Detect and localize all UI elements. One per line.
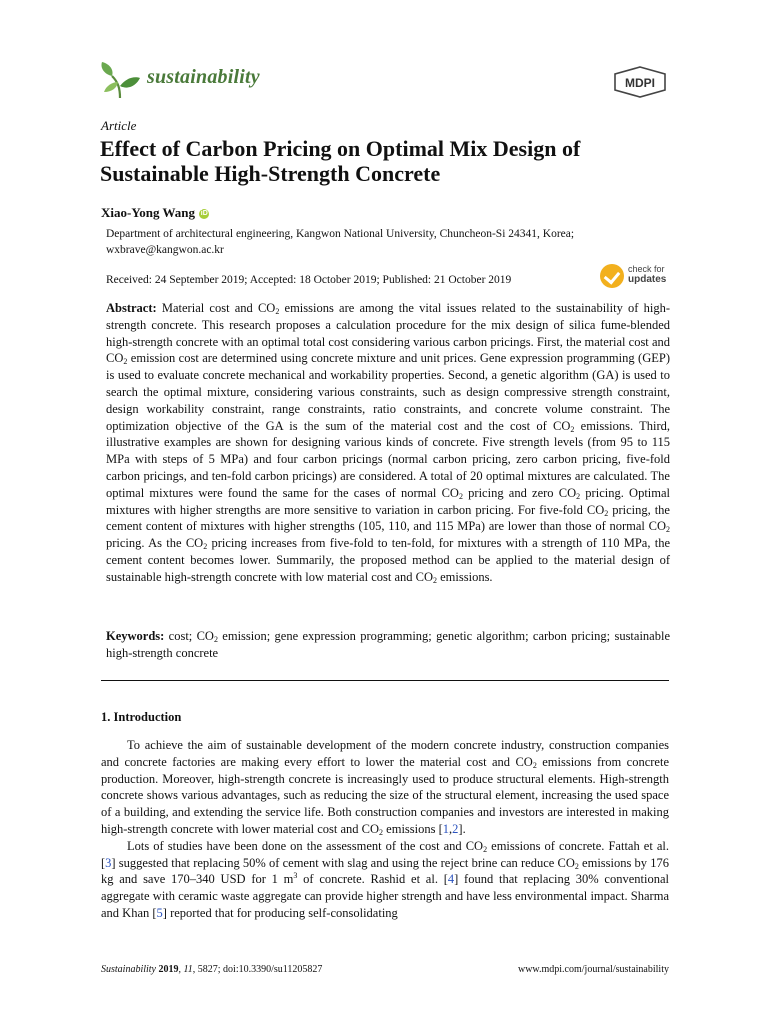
subscript: 2 <box>532 760 537 770</box>
journal-leaf-logo <box>98 60 142 100</box>
author-name[interactable]: Xiao-Yong Wang <box>101 205 196 220</box>
check-for-updates-badge[interactable] <box>600 262 680 290</box>
abstract-text: Material cost and CO <box>156 301 276 315</box>
check-icon <box>600 264 624 288</box>
check-updates-line1: check for <box>628 264 665 274</box>
subscript: 2 <box>576 491 581 501</box>
keywords <box>106 628 670 662</box>
citation-link[interactable]: 1 <box>442 821 450 836</box>
body-text: emissions of concrete. Fattah et al. [ <box>101 838 669 870</box>
keywords-label: Keywords: <box>106 629 165 643</box>
subscript: 2 <box>433 575 437 585</box>
paper-title: Effect of Carbon Pricing on Optimal Mix Design of Sustainable High-Strength Concrete <box>100 136 581 186</box>
abstract-text: emissions. <box>437 569 493 584</box>
check-updates-line2: updates <box>628 274 667 285</box>
mdpi-logo-text: MDPI <box>625 76 655 90</box>
mdpi-logo[interactable] <box>611 65 669 99</box>
affiliation: Department of architectural engineering, Kangwon National University, Chuncheon-Si 24341, Korea; wxbrave@kangwon.ac.kr <box>106 228 575 256</box>
body-text: Lots of studies have been done on the assessment of the cost and CO <box>127 838 484 853</box>
body-text: of concrete. Rashid et al. [ <box>297 872 448 887</box>
subscript: 2 <box>666 525 670 535</box>
subscript: 2 <box>213 635 218 644</box>
body-text: ]. <box>458 821 466 836</box>
body-text: To achieve the aim of sustainable development of the modern concrete industry, construction companies and concrete factories are making every effort to lower the material cost and CO <box>101 738 669 769</box>
body-text: emissions [ <box>383 821 443 836</box>
abstract-text: pricing. Optimal mixtures with higher strengths are more sensitive to variation in carbon pricing. For five-fold CO <box>106 485 671 517</box>
body-text: emissions by 176 kg and save 170–340 USD for 1 m <box>101 855 669 887</box>
footer-journal: Sustainability <box>101 964 156 975</box>
abstract-text: pricing increases from five-fold to ten-fold, for mixtures with a strength of 110 MPa, the cement content becomes lower. Summarily, the proposed method can be applied to the material design of sustainable high-strength concrete with low material cost and CO <box>106 536 670 584</box>
subscript: 2 <box>483 844 488 854</box>
abstract-text: pricing, the cement content of mixtures with higher strengths (105, 110, and 115 MPa) are lower than those of normal CO <box>106 502 670 534</box>
section-divider <box>101 680 669 681</box>
subscript: 2 <box>379 827 384 837</box>
body-text: ] suggested that replacing 50% of cement with slag and using the reject brine can reduce CO <box>111 855 575 870</box>
introduction-body <box>101 737 669 922</box>
citation-link[interactable]: 4 <box>447 872 455 887</box>
citation-link[interactable]: 5 <box>156 905 163 920</box>
citation-link[interactable]: 3 <box>105 855 112 870</box>
section-heading: 1. Introduction <box>101 710 182 724</box>
abstract-label: Abstract: <box>106 301 157 315</box>
subscript: 2 <box>123 357 128 367</box>
orcid-icon[interactable]: iD <box>200 210 208 217</box>
body-text: ] found that replacing 30% conventional aggregate with ceramic waste aggregate can provide higher strength and have less environmental impact. Sharma and Khan [ <box>101 872 669 920</box>
abstract-text: pricing and zero CO <box>462 485 577 500</box>
paragraph <box>101 838 669 922</box>
footer-url[interactable]: www.mdpi.com/journal/sustainability <box>517 964 669 975</box>
subscript: 2 <box>203 542 208 552</box>
keywords-text: emission; gene expression programming; genetic algorithm; carbon pricing; sustainable high-strength concrete <box>106 629 670 660</box>
keywords-text: cost; CO <box>164 629 214 643</box>
abstract-text: emission cost are determined using concrete mixture and unit prices. Gene expression programming (GEP) is used to evaluate concrete mechanical and workability properties. Second, a genetic algorithm (GA) is used to search the optimal mixture, considering various constraints, such as design compressive strength constraint, design workability constraint, range constraints, ratio constraints, and concrete volume constraint. The optimization objective of the GA is the sum of the material cost and the cost of CO <box>106 351 670 433</box>
subscript: 2 <box>574 861 579 871</box>
subscript: 2 <box>275 307 280 316</box>
paragraph <box>101 737 669 838</box>
footer-doi[interactable]: , 5827; doi:10.3390/su11205827 <box>192 964 323 975</box>
citation-link[interactable]: 2 <box>452 821 459 836</box>
subscript: 2 <box>604 508 609 518</box>
abstract <box>106 300 670 586</box>
journal-name[interactable]: sustainability <box>147 66 260 88</box>
abstract-text: pricing. As the CO <box>106 536 204 551</box>
footer-citation <box>101 964 322 975</box>
superscript: 3 <box>293 871 298 881</box>
article-type: Article <box>101 118 137 133</box>
body-text: ] reported that for producing self-consolidating <box>162 905 398 920</box>
footer-year: 2019 <box>156 964 179 975</box>
abstract-text: emissions. Third, illustrative examples are shown for designing various kinds of concrete. Five strength levels (from 95 to 115 MPa with steps of 5 MPa) and four carbon pricings (normal carbon pricing, zero carbon pricing, five-fold carbon pricings, and ten-fold carbon pricings) are considered. A total of 20 optimal mixtures are calculated. The optimal mixtures were found the same for the cases of normal CO <box>106 418 670 500</box>
footer-volume: , 11 <box>178 964 193 975</box>
abstract-text: emissions are among the vital issues related to the sustainability of high-strength concrete. This research proposes a calculation procedure for the mix design of silica fume-blended high-strength concrete with an optimal total cost considering various carbon pricings. First, the material cost and CO <box>106 301 671 366</box>
subscript: 2 <box>570 424 575 434</box>
body-text: emissions from concrete production. Moreover, high-strength concrete is increasingly used to produce structural elements. High-strength concrete shows various advantages, such as reducing the size of the structural element, increasing the used space of a building, and extending the service life. Both construction companies and investors are interested in making high-strength concrete with lower material cost and CO <box>101 754 669 836</box>
author-line <box>101 205 209 221</box>
publication-dates: Received: 24 September 2019; Accepted: 18 October 2019; Published: 21 October 2019 <box>106 274 512 286</box>
subscript: 2 <box>458 491 463 501</box>
body-text: , <box>449 821 453 836</box>
